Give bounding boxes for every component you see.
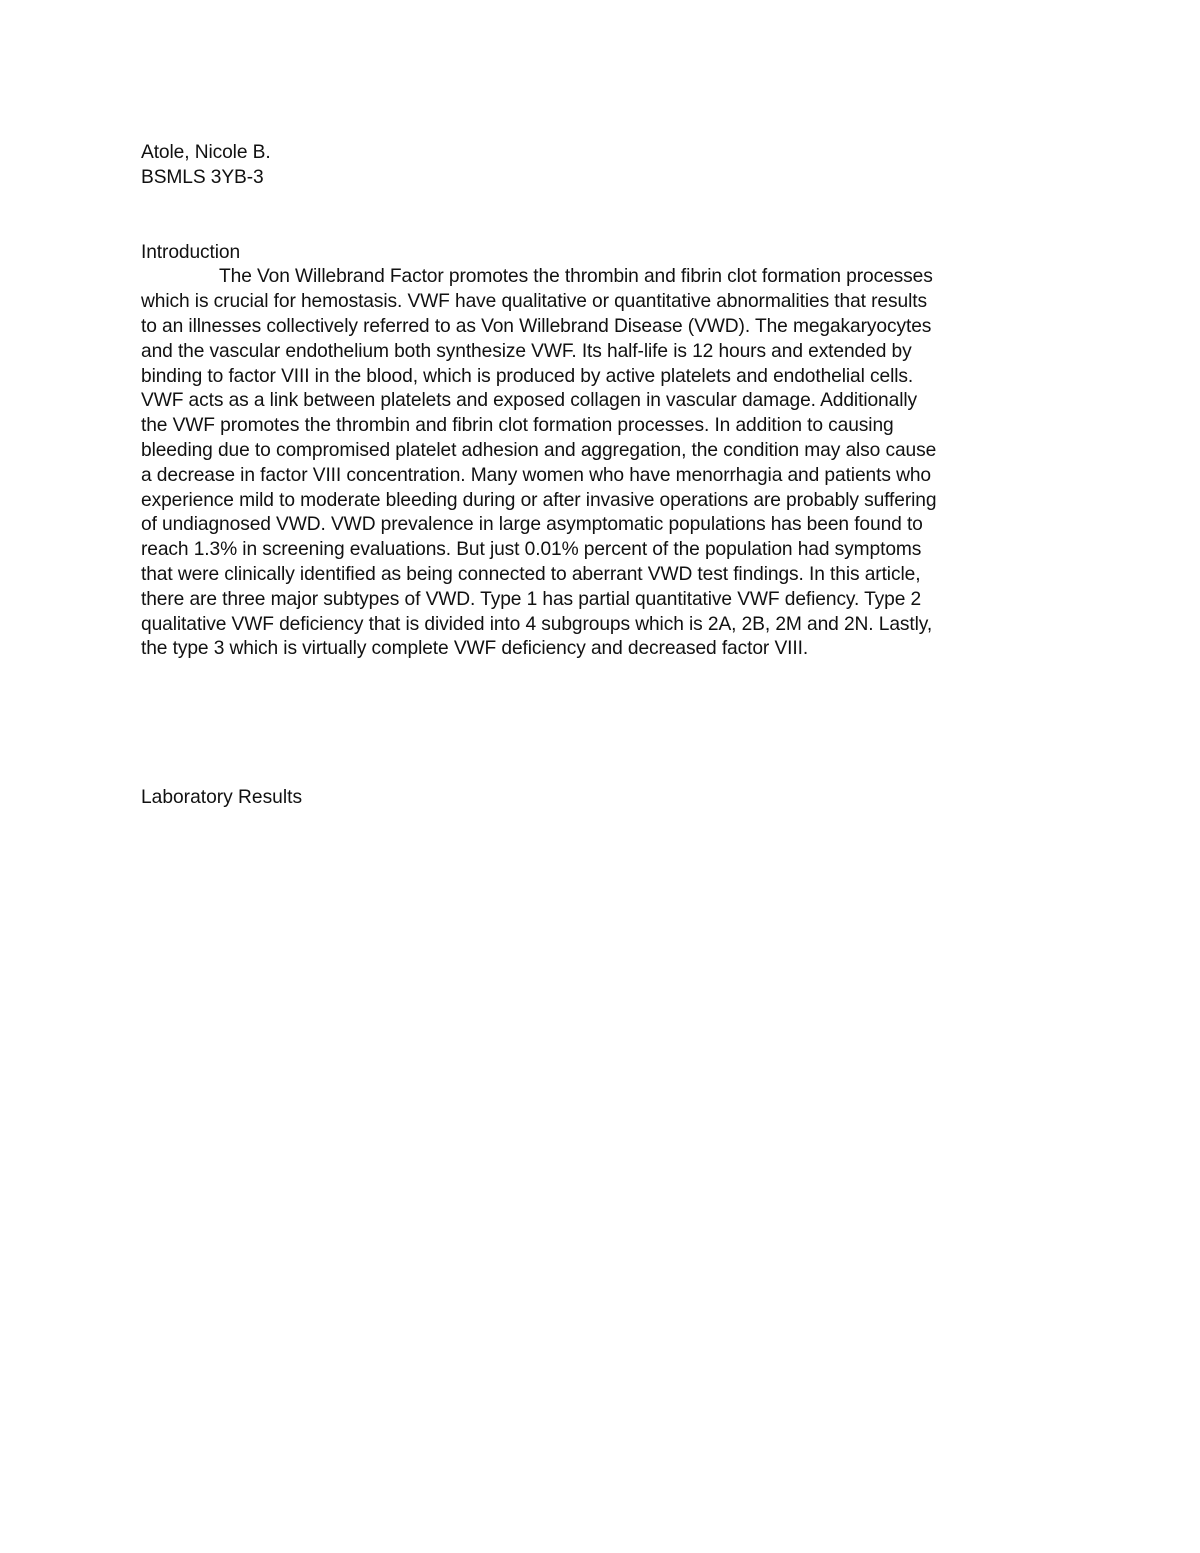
paragraph-line: the type 3 which is virtually complete VWF deficiency and decreased factor VIII. [141, 638, 809, 660]
paragraph-line: qualitative VWF deficiency that is divided into 4 subgroups which is 2A, 2B, 2M and 2N. Lastly, [141, 613, 933, 635]
laboratory-results-heading: Laboratory Results [141, 787, 303, 808]
paragraph-line: bleeding due to compromised platelet adhesion and aggregation, the condition may also cause [141, 439, 937, 461]
paragraph-line: binding to factor VIII in the blood, which is produced by active platelets and endothelial cells. [141, 365, 914, 387]
paragraph-line: and the vascular endothelium both synthesize VWF. Its half-life is 12 hours and extended by [141, 340, 912, 362]
paragraph-line: VWF acts as a link between platelets and exposed collagen in vascular damage. Additionally [141, 390, 918, 412]
author-block [141, 141, 1056, 191]
paragraph-line: the VWF promotes the thrombin and fibrin clot formation processes. In addition to causing [141, 415, 894, 437]
paragraph-line: that were clinically identified as being connected to aberrant VWD test findings. In this article, [141, 563, 921, 585]
paragraph-line: which is crucial for hemostasis. VWF have qualitative or quantitative abnormalities that results [141, 291, 927, 313]
paragraph-line: The Von Willebrand Factor promotes the thrombin and fibrin clot formation processes [219, 266, 933, 288]
paragraph-line: reach 1.3% in screening evaluations. But just 0.01% percent of the population had symptoms [141, 539, 922, 561]
paragraph-line: experience mild to moderate bleeding during or after invasive operations are probably suffering [141, 489, 937, 511]
paragraph-line: there are three major subtypes of VWD. Type 1 has partial quantitative VWF defiency. Type 2 [141, 588, 922, 610]
paragraph-line: a decrease in factor VIII concentration. Many women who have menorrhagia and patients who [141, 464, 931, 486]
paragraph-line: to an illnesses collectively referred to as Von Willebrand Disease (VWD). The megakaryocytes [141, 315, 932, 337]
author-name: Atole, Nicole B. [141, 142, 271, 163]
introduction-paragraph [141, 265, 1056, 662]
class-section: BSMLS 3YB-3 [141, 166, 264, 188]
document-body [141, 141, 1056, 662]
paragraph-line: of undiagnosed VWD. VWD prevalence in large asymptomatic populations has been found to [141, 514, 923, 536]
introduction-heading: Introduction [141, 241, 241, 263]
